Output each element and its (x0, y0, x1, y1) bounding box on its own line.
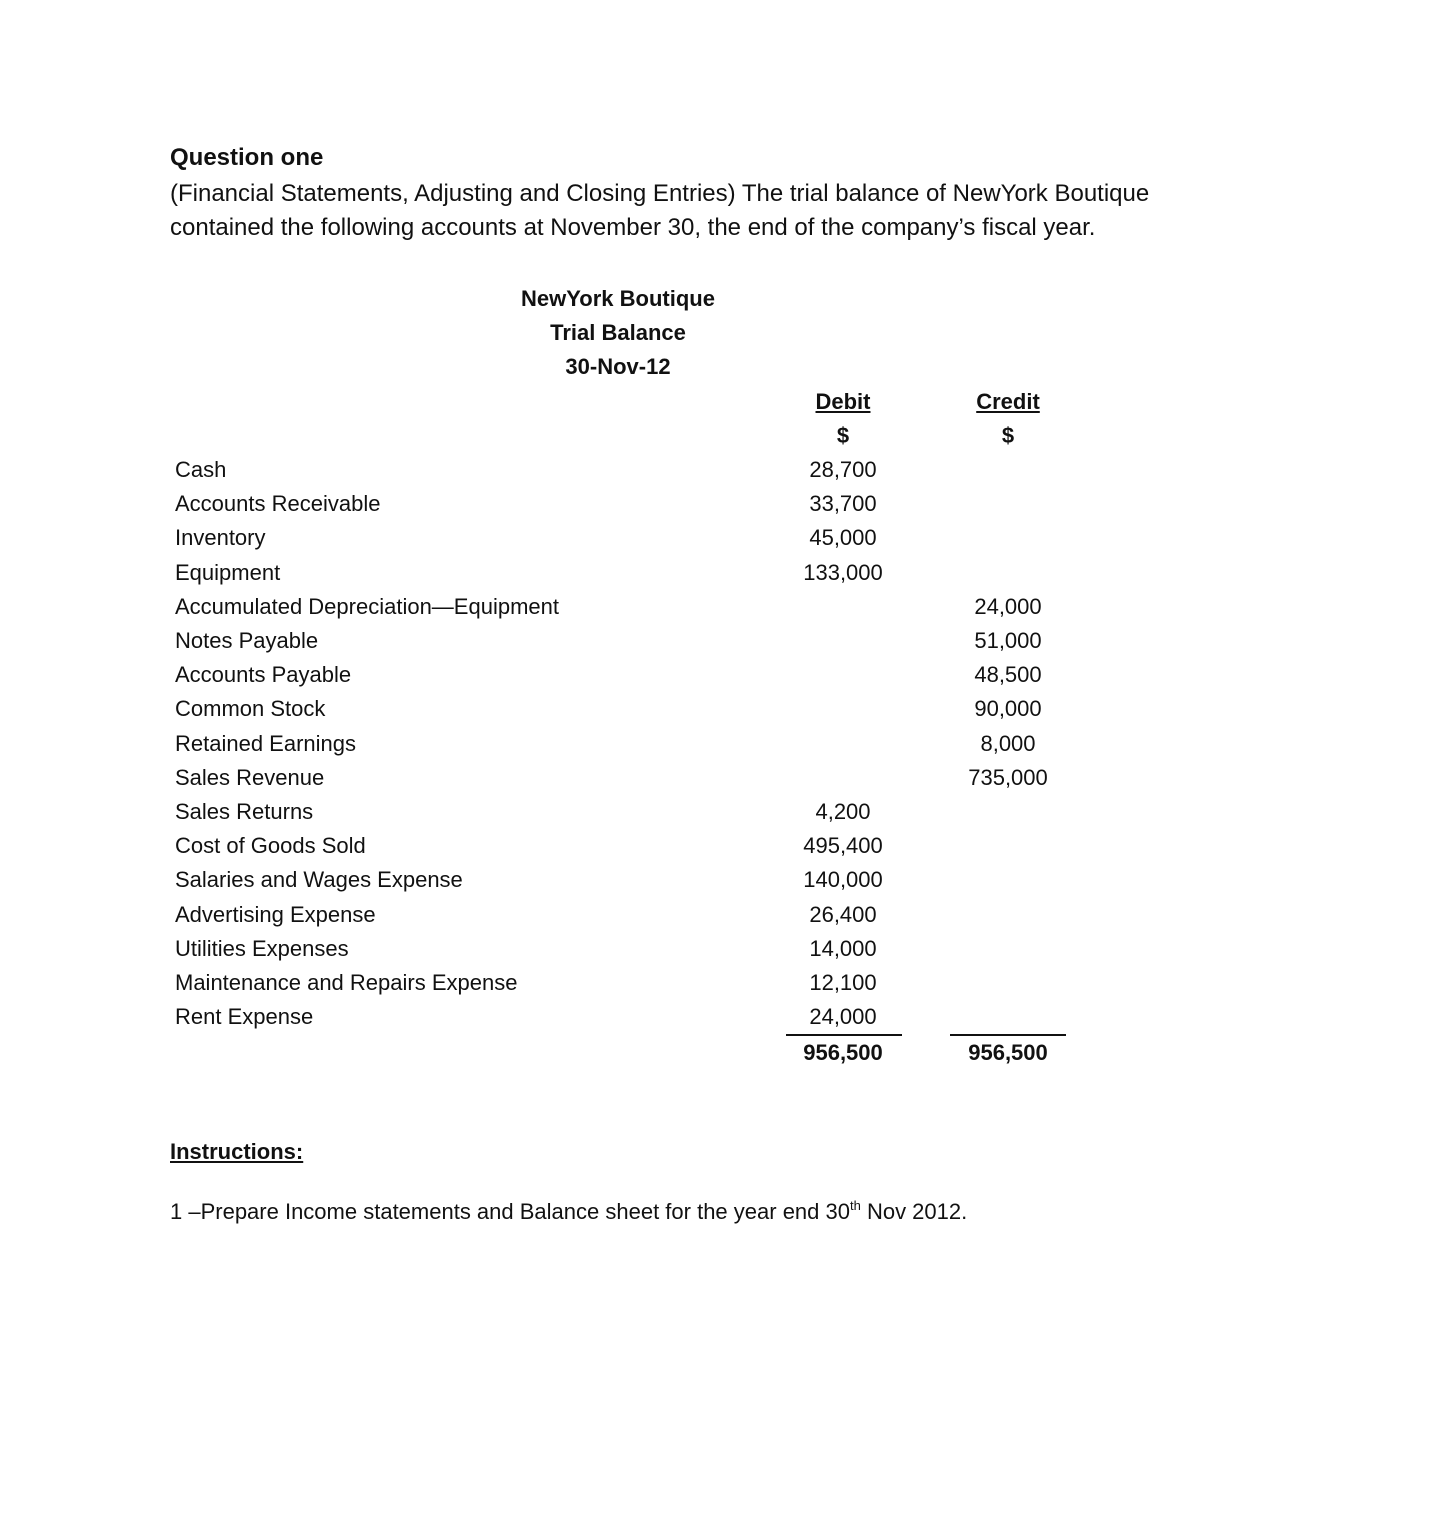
account-debit: 14,000 (809, 936, 877, 961)
account-name: Accounts Receivable (175, 491, 381, 516)
account-credit: 51,000 (974, 628, 1042, 653)
account-name: Retained Earnings (175, 731, 357, 756)
account-debit: 26,400 (809, 902, 877, 927)
account-debit: 140,000 (803, 867, 883, 892)
account-credit: 8,000 (980, 731, 1036, 756)
account-debit: 12,100 (809, 970, 877, 995)
instruction-item-1-text: 1 –Prepare Income statements and Balance sheet for the year end 30 (170, 1199, 850, 1224)
account-debit: 33,700 (809, 491, 877, 516)
account-name: Utilities Expenses (175, 936, 349, 961)
debit-total-rule (786, 1034, 902, 1036)
debit-currency: $ (836, 423, 850, 448)
instruction-item-1 (170, 1199, 967, 1225)
question-text-line-1: (Financial Statements, Adjusting and Closing Entries) The trial balance of NewYork Boutique (170, 180, 1150, 207)
account-debit: 133,000 (803, 560, 883, 585)
account-name: Sales Returns (175, 799, 314, 824)
account-debit: 45,000 (809, 525, 877, 550)
account-credit: 90,000 (974, 696, 1042, 721)
credit-header: Credit (976, 389, 1040, 414)
instructions-title: Instructions: (170, 1139, 304, 1164)
debit-header: Debit (815, 389, 871, 414)
account-name: Cost of Goods Sold (175, 833, 366, 858)
account-credit: 735,000 (968, 765, 1048, 790)
statement-date: 30-Nov-12 (565, 354, 671, 379)
instruction-item-1-superscript: th (849, 1198, 861, 1213)
account-credit: 24,000 (974, 594, 1042, 619)
account-debit: 4,200 (815, 799, 871, 824)
account-credit: 48,500 (974, 662, 1042, 687)
account-debit: 24,000 (809, 1004, 877, 1029)
account-debit: 28,700 (809, 457, 877, 482)
account-name: Accumulated Depreciation—Equipment (175, 594, 559, 619)
account-name: Sales Revenue (175, 765, 325, 790)
account-name: Advertising Expense (175, 902, 376, 927)
account-name: Common Stock (175, 696, 326, 721)
account-name: Maintenance and Repairs Expense (175, 970, 518, 995)
credit-total: 956,500 (968, 1040, 1048, 1065)
debit-total: 956,500 (803, 1040, 883, 1065)
instruction-item-1-suffix: Nov 2012. (860, 1199, 968, 1224)
account-name: Accounts Payable (175, 662, 352, 687)
company-name: NewYork Boutique (521, 286, 715, 311)
question-text-line-2: contained the following accounts at November 30, the end of the company’s fiscal year. (170, 214, 1096, 241)
credit-currency: $ (1001, 423, 1015, 448)
statement-title: Trial Balance (550, 320, 686, 345)
account-debit: 495,400 (803, 833, 883, 858)
account-name: Notes Payable (175, 628, 319, 653)
question-title: Question one (170, 144, 324, 171)
account-name: Cash (175, 457, 227, 482)
account-name: Equipment (175, 560, 281, 585)
account-name: Salaries and Wages Expense (175, 867, 463, 892)
credit-total-rule (950, 1034, 1066, 1036)
account-name: Inventory (175, 525, 266, 550)
account-name: Rent Expense (175, 1004, 314, 1029)
